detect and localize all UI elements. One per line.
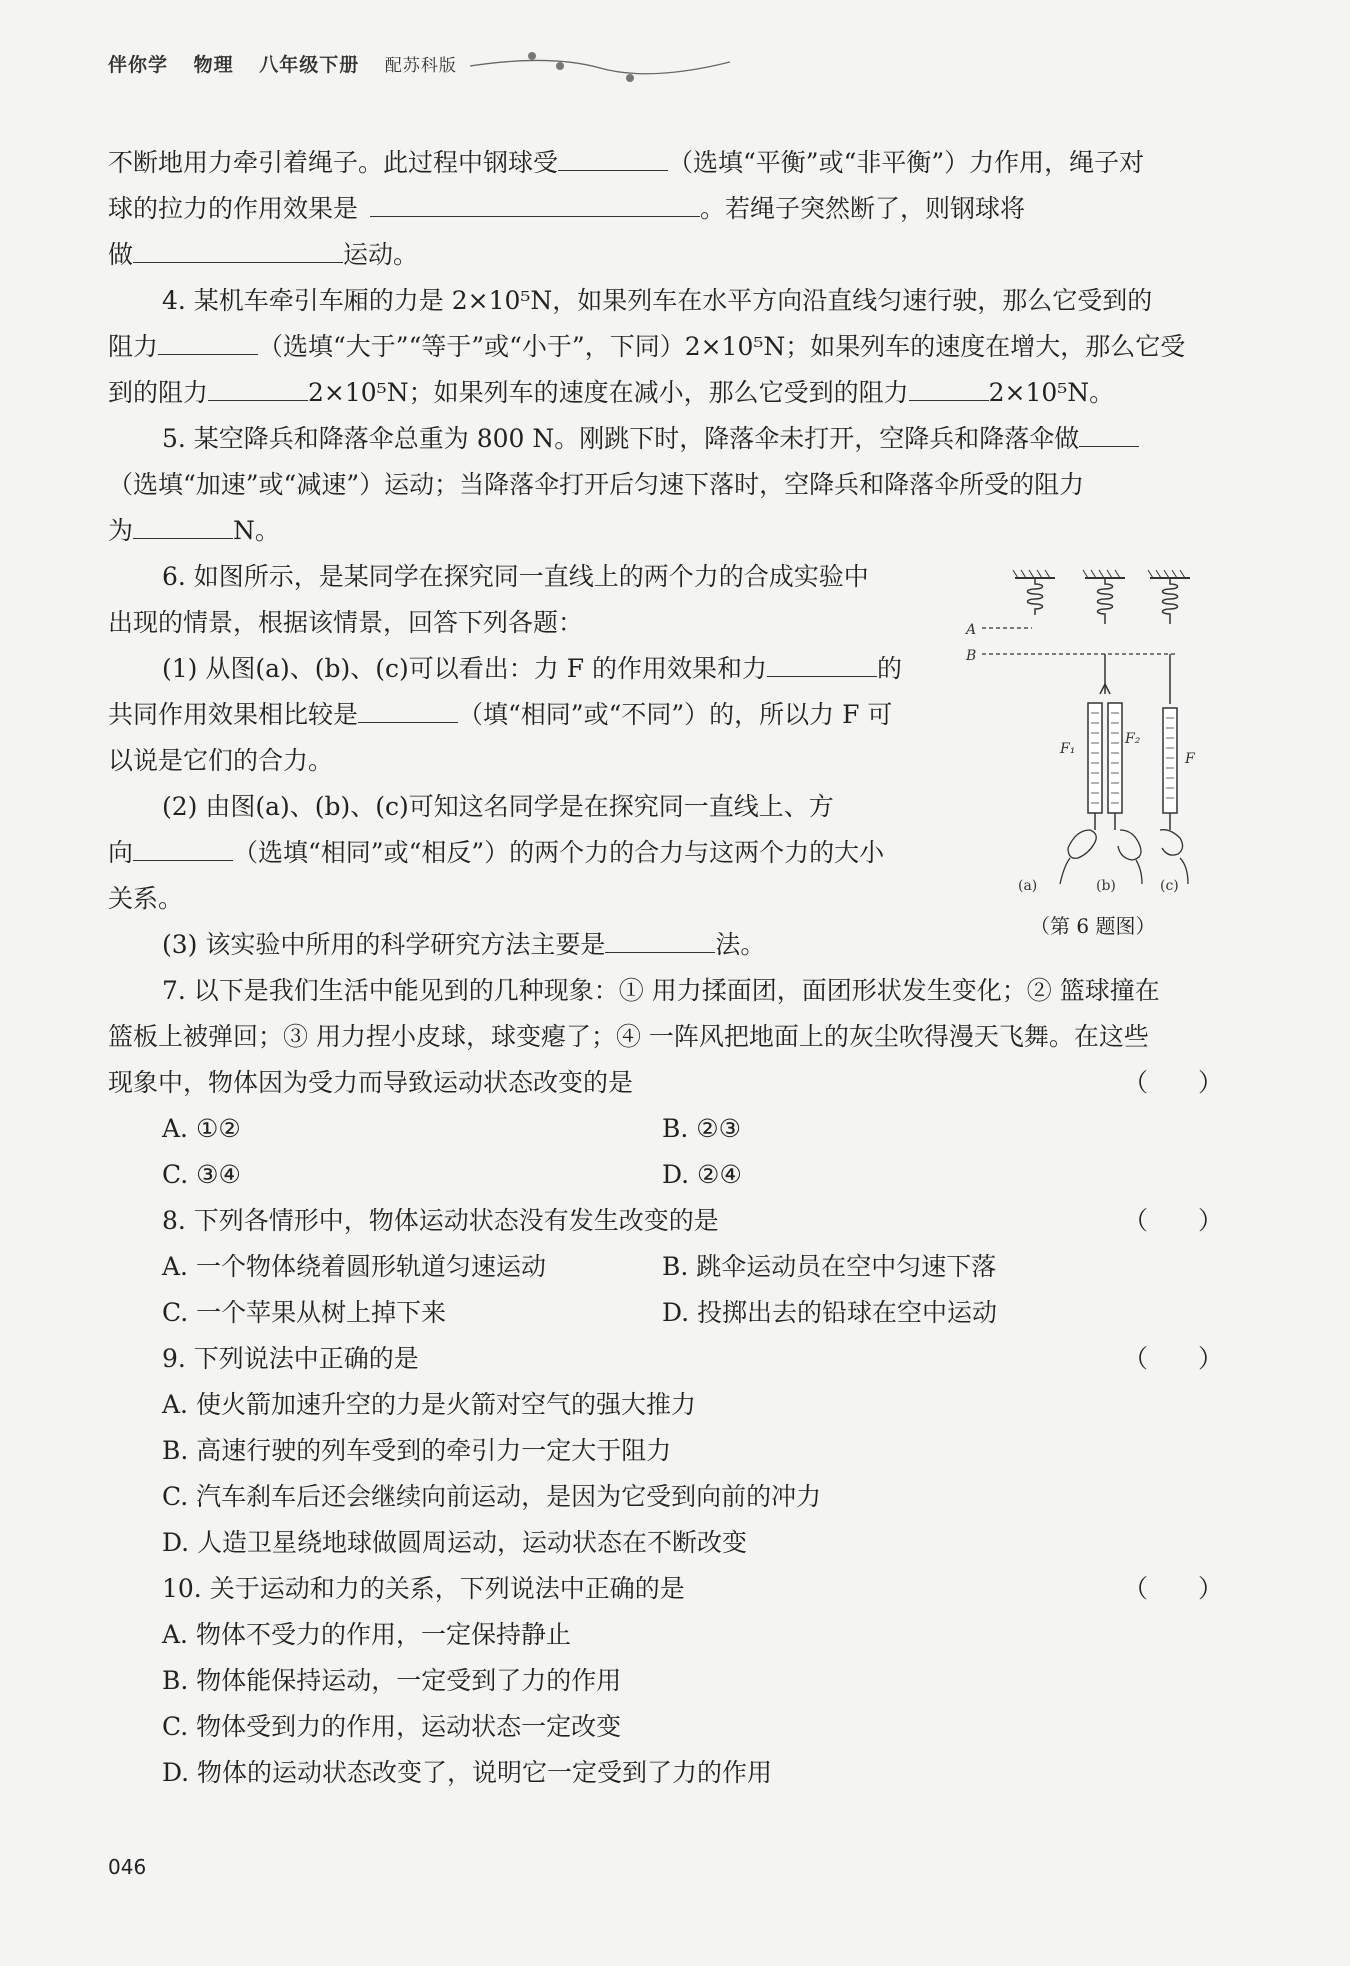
- q5-line-3: 为 N。: [108, 508, 1223, 554]
- answer-blank[interactable]: [158, 326, 258, 355]
- label-f2: F₂: [1125, 731, 1141, 747]
- option-d[interactable]: D. 投掷出去的铅球在空中运动: [662, 1298, 998, 1327]
- q7-stem-2: 篮板上被弹回；③ 用力捏小皮球，球变瘪了；④ 一阵风把地面上的灰尘吹得漫天飞舞。在这些: [108, 1022, 1149, 1051]
- q5-line-1: 5. 某空降兵和降落伞总重为 800 N。刚跳下时，降落伞未打开，空降兵和降落伞做: [108, 416, 1223, 462]
- q7-stem-1: 7. 以下是我们生活中能见到的几种现象：① 用力揉面团，面团形状发生变化；② 篮球撞在: [162, 976, 1160, 1005]
- q4-line-3: 到的阻力 2×10⁵N；如果列车的速度在减小，那么它受到的阻力 2×10⁵N。: [108, 370, 1223, 416]
- answer-blank[interactable]: [558, 142, 668, 171]
- answer-blank[interactable]: [605, 924, 715, 953]
- header-decoration: [470, 44, 730, 94]
- answer-blank[interactable]: [358, 694, 458, 723]
- answer-blank[interactable]: [1079, 418, 1139, 447]
- answer-parentheses[interactable]: （ ）: [1122, 1068, 1223, 1097]
- q7-options-row-1: [108, 1106, 1223, 1152]
- q8-stem: 8. 下列各情形中，物体运动状态没有发生改变的是 （ ）: [108, 1198, 1223, 1244]
- q6-sub1-line-1: (1) 从图(a)、(b)、(c)可以看出：力 F 的作用效果和力 的: [108, 646, 938, 692]
- option-c[interactable]: C. 汽车刹车后还会继续向前运动，是因为它受到向前的冲力: [162, 1482, 822, 1511]
- q3-line-3: 做 运动。: [108, 232, 1223, 278]
- q6-sub2-line-2: 向 （选填“相同”或“相反”）的两个力的合力与这两个力的大小: [108, 830, 938, 876]
- option-c[interactable]: C. ③④: [162, 1160, 241, 1189]
- option-b[interactable]: B. 跳伞运动员在空中匀速下落: [662, 1252, 997, 1281]
- q9-stem: 9. 下列说法中正确的是 （ ）: [108, 1336, 1223, 1382]
- option-b[interactable]: B. ②③: [662, 1114, 742, 1143]
- answer-blank[interactable]: [909, 372, 989, 401]
- option-c[interactable]: C. 一个苹果从树上掉下来: [162, 1298, 447, 1327]
- q8-options-row-2: [108, 1290, 1223, 1336]
- option-b[interactable]: B. 高速行驶的列车受到的牵引力一定大于阻力: [162, 1436, 672, 1465]
- q6-sub1-line-2: 共同作用效果相比较是 （填“相同”或“不同”）的，所以力 F 可: [108, 692, 938, 738]
- option-a[interactable]: A. 使火箭加速升空的力是火箭对空气的强大推力: [162, 1390, 696, 1419]
- q8-options-row-1: [108, 1244, 1223, 1290]
- option-c[interactable]: C. 物体受到力的作用，运动状态一定改变: [162, 1712, 622, 1741]
- answer-parentheses[interactable]: （ ）: [1122, 1344, 1223, 1373]
- answer-parentheses[interactable]: （ ）: [1122, 1574, 1223, 1603]
- q6-sub1-line-3: 以说是它们的合力。: [108, 746, 334, 775]
- label-f1: F₁: [1060, 741, 1076, 757]
- label-b: (b): [1096, 878, 1116, 894]
- main-content: [108, 140, 1223, 1796]
- q7-stem-3: 现象中，物体因为受力而导致运动状态改变的是 （ ）: [108, 1060, 1223, 1106]
- q3-line-2: 球的拉力的作用效果是 。若绳子突然断了，则钢球将: [108, 186, 1223, 232]
- q4-line-2: 阻力 （选填“大于”“等于”或“小于”，下同）2×10⁵N；如果列车的速度在增大，那么它受: [108, 324, 1223, 370]
- option-a[interactable]: A. ①②: [162, 1114, 241, 1143]
- subject: 物理: [193, 54, 234, 76]
- option-d[interactable]: D. ②④: [662, 1160, 742, 1189]
- answer-blank[interactable]: [370, 188, 700, 217]
- q6-sub2-line-3: 关系。: [108, 884, 184, 913]
- q6-figure: [960, 568, 1230, 948]
- answer-blank[interactable]: [133, 234, 343, 263]
- edition: 配苏科版: [384, 56, 457, 76]
- page-number: 046: [108, 1855, 147, 1879]
- label-a: (a): [1018, 878, 1038, 894]
- q6-block: [108, 554, 938, 968]
- figure-caption: （第 6 题图）: [1030, 914, 1156, 938]
- q6-stem-1: 6. 如图所示，是某同学在探究同一直线上的两个力的合成实验中: [162, 562, 869, 591]
- option-a[interactable]: A. 一个物体绕着圆形轨道匀速运动: [162, 1252, 546, 1281]
- answer-parentheses[interactable]: （ ）: [1122, 1206, 1223, 1235]
- answer-blank[interactable]: [133, 832, 233, 861]
- label-a-line: A: [966, 622, 977, 638]
- option-a[interactable]: A. 物体不受力的作用，一定保持静止: [162, 1620, 571, 1649]
- q6-stem-2: 出现的情景，根据该情景，回答下列各题：: [108, 608, 584, 637]
- label-b-line: B: [966, 648, 977, 664]
- label-f: F: [1185, 751, 1195, 767]
- q5-line-2: （选填“加速”或“减速”）运动；当降落伞打开后匀速下落时，空降兵和降落伞所受的阻力: [108, 470, 1085, 499]
- book-title: 伴你学: [108, 54, 169, 76]
- grade: 八年级下册: [259, 54, 360, 76]
- q10-stem: 10. 关于运动和力的关系，下列说法中正确的是 （ ）: [108, 1566, 1223, 1612]
- option-b[interactable]: B. 物体能保持运动，一定受到了力的作用: [162, 1666, 622, 1695]
- answer-blank[interactable]: [767, 648, 877, 677]
- q4-line-1: 4. 某机车牵引车厢的力是 2×10⁵N，如果列车在水平方向沿直线匀速行驶，那么它受到的: [162, 286, 1153, 315]
- q6-sub3-line: (3) 该实验中所用的科学研究方法主要是 法。: [108, 922, 938, 968]
- q7-options-row-2: [108, 1152, 1223, 1198]
- answer-blank[interactable]: [208, 372, 308, 401]
- option-d[interactable]: D. 物体的运动状态改变了，说明它一定受到了力的作用: [162, 1758, 773, 1787]
- q3-line-1: 不断地用力牵引着绳子。此过程中钢球受 （选填“平衡”或“非平衡”）力作用，绳子对: [108, 140, 1223, 186]
- q6-sub2-line-1: (2) 由图(a)、(b)、(c)可知这名同学是在探究同一直线上、方: [162, 792, 834, 821]
- label-c: (c): [1160, 878, 1179, 894]
- answer-blank[interactable]: [133, 510, 233, 539]
- page-header: [108, 50, 475, 77]
- option-d[interactable]: D. 人造卫星绕地球做圆周运动，运动状态在不断改变: [162, 1528, 748, 1557]
